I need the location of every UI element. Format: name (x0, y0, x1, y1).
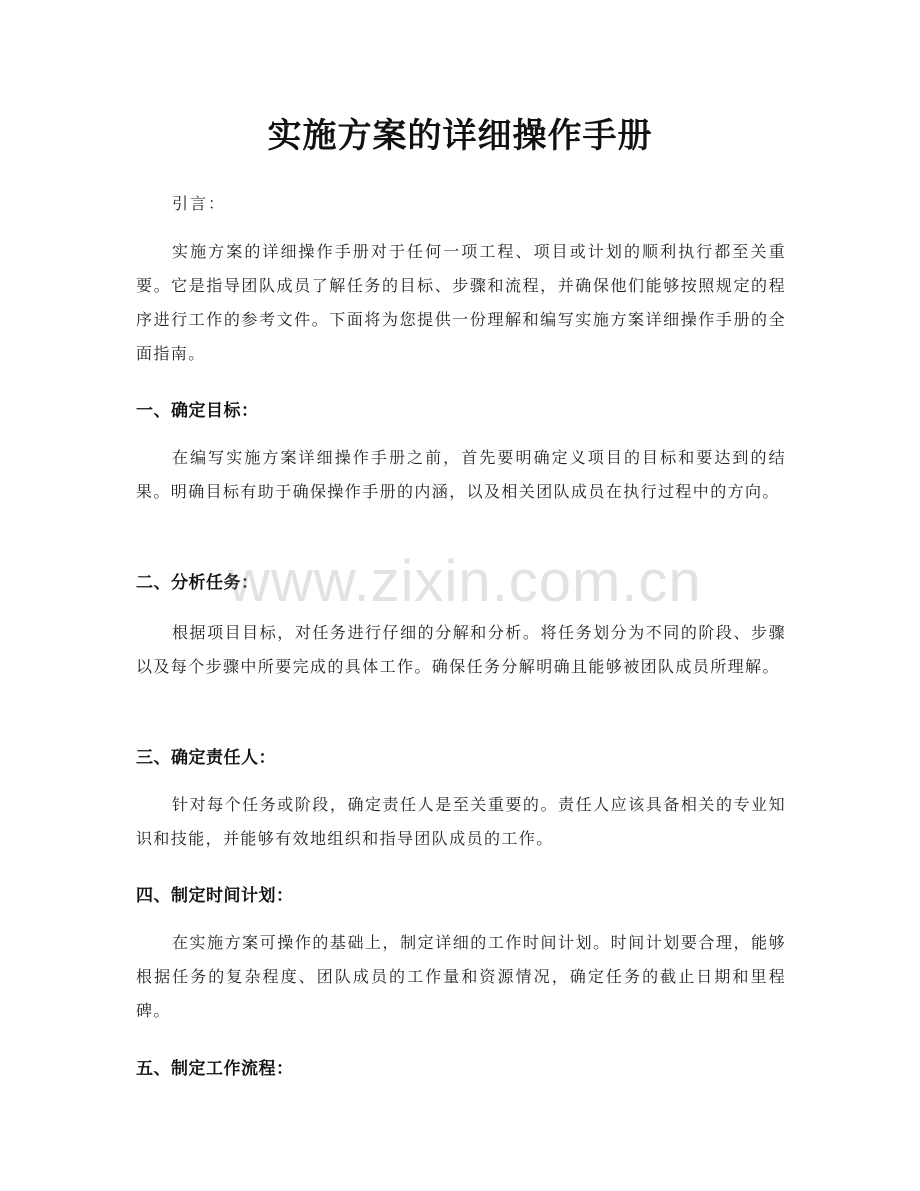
intro-paragraph: 实施方案的详细操作手册对于任何一项工程、项目或计划的顺利执行都至关重要。它是指导团队成员了解任务的目标、步骤和流程，并确保他们能够按照规定的程序进行工作的参考文件。下面将为您提供一份理解和编写实施方案详细操作手册的全面指南。 (136, 242, 786, 363)
section-paragraph-2: 根据项目目标，对任务进行仔细的分解和分析。将任务划分为不同的阶段、步骤以及每个步骤中所要完成的具体工作。确保任务分解明确且能够被团队成员所理解。 (136, 623, 786, 676)
section-heading-5: 五、制定工作流程： (136, 1059, 294, 1079)
watermark-text: www.zixin.com.cn (228, 549, 702, 614)
section-heading-4: 四、制定时间计划： (136, 886, 294, 906)
section-heading-3: 三、确定责任人： (136, 748, 276, 768)
intro-label: 引言： (172, 194, 227, 213)
document-title: 实施方案的详细操作手册 (267, 116, 653, 156)
section-heading-1: 一、确定目标： (136, 401, 259, 421)
section-heading-2: 二、分析任务： (136, 573, 259, 593)
section-paragraph-1: 在编写实施方案详细操作手册之前，首先要明确定义项目的目标和要达到的结果。明确目标有助于确保操作手册的内涵，以及相关团队成员在执行过程中的方向。 (136, 448, 786, 501)
section-paragraph-4: 在实施方案可操作的基础上，制定详细的工作时间计划。时间计划要合理，能够根据任务的复杂程度、团队成员的工作量和资源情况，确定任务的截止日期和里程碑。 (136, 933, 786, 1020)
section-paragraph-3: 针对每个任务或阶段，确定责任人是至关重要的。责任人应该具备相关的专业知识和技能，并能够有效地组织和指导团队成员的工作。 (136, 795, 786, 848)
